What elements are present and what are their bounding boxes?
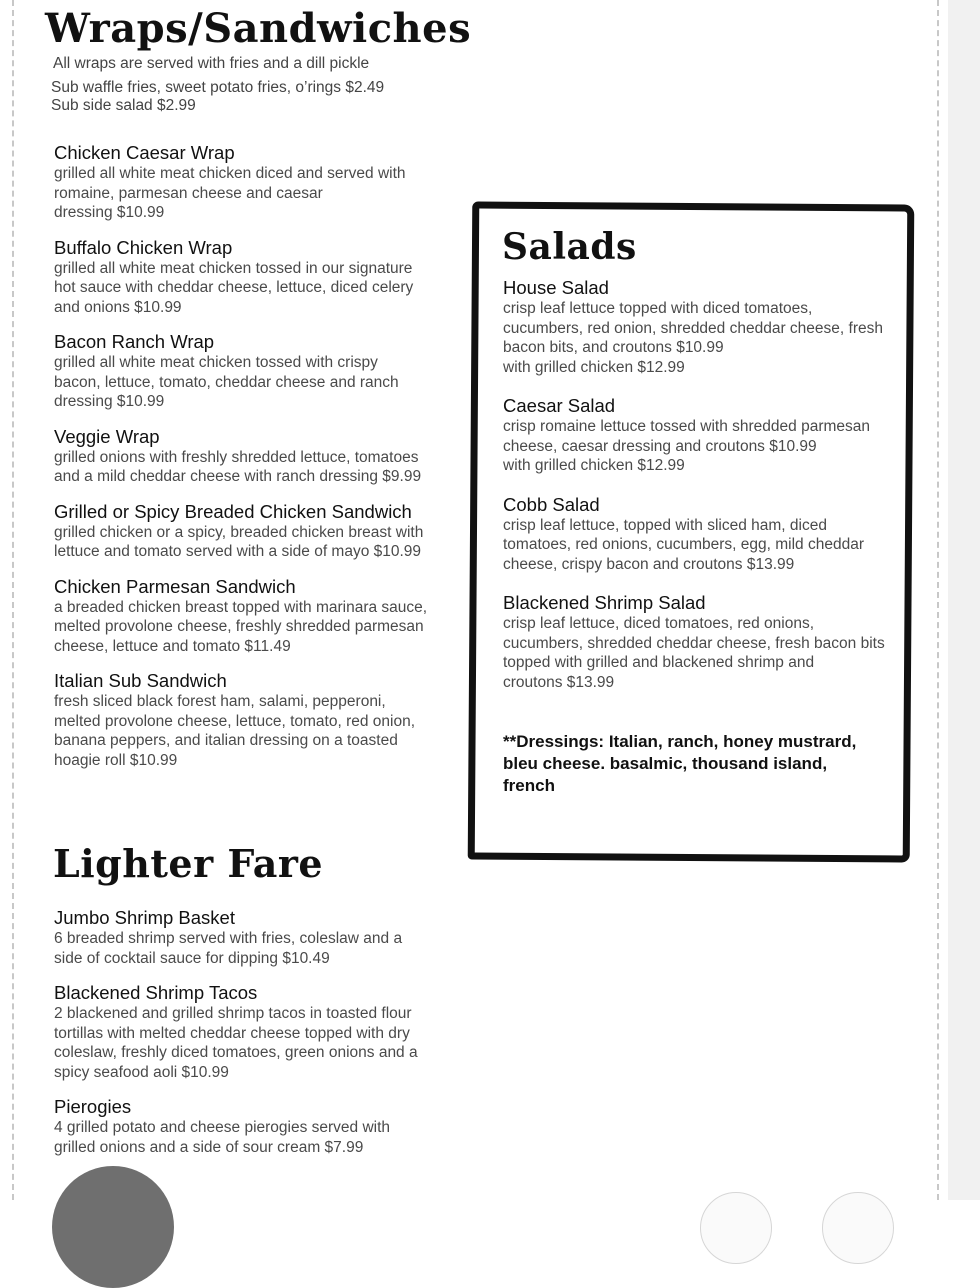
menu-item bbox=[54, 426, 454, 487]
lighter-fare-title: Lighter Fare bbox=[53, 841, 324, 886]
menu-item bbox=[54, 331, 454, 412]
dashed-border-left bbox=[12, 0, 14, 1200]
menu-item bbox=[503, 494, 903, 575]
salads-title: Salads bbox=[502, 226, 637, 268]
dashed-border-right bbox=[937, 0, 939, 1200]
menu-item bbox=[54, 501, 454, 562]
menu-item-description: grilled chicken or a spicy, breaded chicken breast with lettuce and tomato served with a side of mayo $10.99 bbox=[54, 523, 424, 560]
menu-item-name: Buffalo Chicken Wrap bbox=[54, 236, 233, 258]
menu-item-description: 4 grilled potato and cheese pierogies served with grilled onions and a side of sour cream $7.99 bbox=[54, 1119, 391, 1156]
menu-item-description: crisp leaf lettuce, diced tomatoes, red onions, cucumbers, shredded cheddar cheese, fresh bacon bits topped with grilled and blackened shrimp and croutons $13.99 bbox=[503, 615, 885, 691]
menu-item-name: Chicken Caesar Wrap bbox=[54, 142, 235, 163]
menu-item bbox=[54, 237, 454, 318]
menu-item-description: a breaded chicken breast topped with marinara sauce, melted provolone cheese, freshly shredded parmesan cheese, lettuce and tomato $11.49 bbox=[54, 598, 428, 655]
menu-item bbox=[54, 1096, 454, 1157]
menu-item bbox=[503, 277, 903, 377]
menu-item bbox=[54, 907, 454, 968]
menu-item bbox=[503, 395, 903, 476]
menu-item-name: Blackened Shrimp Tacos bbox=[54, 982, 258, 1003]
menu-item bbox=[54, 982, 454, 1082]
dressings-note: **Dressings: Italian, ranch, honey mustrard, bleu cheese. basalmic, thousand island, french bbox=[503, 732, 857, 795]
menu-item-name: Chicken Parmesan Sandwich bbox=[54, 575, 296, 597]
menu-item-description: fresh sliced black forest ham, salami, pepperoni, melted provolone cheese, lettuce, tomato, red onion, banana peppers, and italian dressing on a toasted hoagie roll $10.99 bbox=[54, 693, 416, 769]
menu-item-description: 2 blackened and grilled shrimp tacos in toasted flour tortillas with melted cheddar cheese topped with dry coleslaw, freshly diced tomatoes, green onions and a spicy seafood aoli $10.99 bbox=[54, 1005, 418, 1081]
wraps-menu-list bbox=[54, 142, 454, 784]
wraps-note: All wraps are served with fries and a dill pickle bbox=[53, 55, 370, 72]
menu-item-name: Caesar Salad bbox=[503, 395, 616, 416]
wraps-note: Sub waffle fries, sweet potato fries, o’rings $2.49 bbox=[51, 79, 385, 96]
menu-item-description: grilled onions with freshly shredded lettuce, tomatoes and a mild cheddar cheese with ranch dressing $9.99 bbox=[54, 448, 422, 485]
wraps-title: Wraps/Sandwiches bbox=[45, 5, 472, 52]
floating-button[interactable] bbox=[700, 1192, 772, 1264]
menu-item bbox=[54, 576, 454, 657]
menu-item-name: Blackened Shrimp Salad bbox=[503, 592, 706, 613]
menu-item-description: crisp romaine lettuce tossed with shredded parmesan cheese, caesar dressing and croutons $10.99 with grilled chicken $12.99 bbox=[503, 418, 871, 474]
menu-item-name: Veggie Wrap bbox=[54, 425, 160, 447]
menu-item-description: grilled all white meat chicken tossed in our signature hot sauce with cheddar cheese, lettuce, diced celery and onions $10.99 bbox=[54, 259, 414, 316]
floating-action-button[interactable] bbox=[52, 1166, 174, 1288]
menu-item-name: Bacon Ranch Wrap bbox=[54, 331, 215, 352]
menu-item bbox=[503, 592, 903, 692]
menu-item bbox=[54, 670, 454, 770]
menu-item-name: Jumbo Shrimp Basket bbox=[54, 907, 235, 928]
menu-item-description: grilled all white meat chicken diced and served with romaine, parmesan cheese and caesar dressing $10.99 bbox=[54, 165, 406, 221]
menu-item-name: Cobb Salad bbox=[503, 493, 600, 515]
lighter-fare-menu-list bbox=[54, 907, 454, 1171]
menu-item bbox=[54, 142, 454, 223]
menu-item-description: crisp leaf lettuce, topped with sliced ham, diced tomatoes, red onions, cucumbers, egg, mild cheddar cheese, crispy bacon and croutons $13.99 bbox=[503, 516, 864, 573]
menu-item-name: Italian Sub Sandwich bbox=[54, 670, 227, 691]
menu-item-name: Grilled or Spicy Breaded Chicken Sandwich bbox=[54, 500, 412, 522]
menu-item-name: House Salad bbox=[503, 277, 609, 298]
page-edge bbox=[948, 0, 980, 1200]
floating-button[interactable] bbox=[822, 1192, 894, 1264]
menu-item-name: Pierogies bbox=[54, 1096, 132, 1117]
wraps-note: Sub side salad $2.99 bbox=[51, 97, 196, 114]
menu-item-description: crisp leaf lettuce topped with diced tomatoes, cucumbers, red onion, shredded cheddar cheese, fresh bacon bits, and croutons $10.99 with grilled chicken $12.99 bbox=[503, 300, 883, 376]
salads-menu-list bbox=[503, 277, 903, 710]
menu-item-description: grilled all white meat chicken tossed with crispy bacon, lettuce, tomato, cheddar cheese and ranch dressing $10.99 bbox=[54, 354, 399, 410]
menu-item-description: 6 breaded shrimp served with fries, coleslaw and a side of cocktail sauce for dipping $10.49 bbox=[54, 930, 403, 967]
